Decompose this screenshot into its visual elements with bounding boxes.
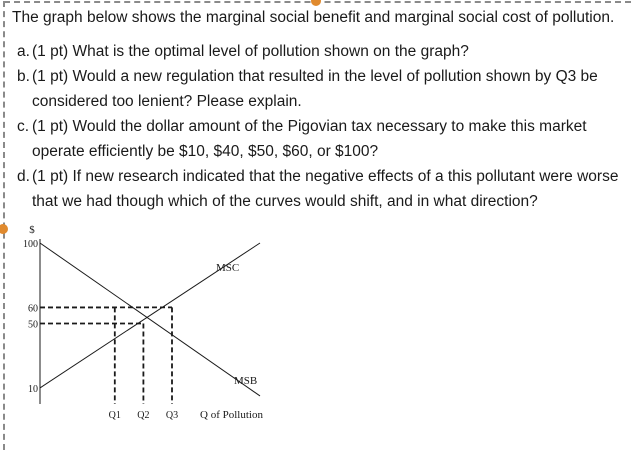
x-tick-label: Q3 bbox=[165, 410, 179, 421]
msb-label: MSB bbox=[234, 374, 258, 387]
msc-label: MSC bbox=[216, 262, 240, 274]
tick-labels bbox=[23, 239, 178, 421]
part-label: d. bbox=[17, 168, 30, 185]
pollution-chart bbox=[0, 220, 300, 435]
resize-handle-top[interactable] bbox=[311, 0, 321, 6]
curve-labels bbox=[216, 262, 257, 387]
y-tick-label: 60 bbox=[28, 303, 38, 315]
part-text: (1 pt) Would the dollar amount of the Pigovian tax necessary to make this market operate efficiently be $10, $40, $50, $60, or $100? bbox=[32, 118, 587, 160]
part-text: (1 pt) Would a new regulation that resulted in the level of pollution shown by Q3 be considered too lenient? Please explain. bbox=[32, 68, 598, 110]
y-tick-label: 50 bbox=[28, 319, 38, 331]
x-tick-label: Q1 bbox=[108, 410, 121, 421]
part-text: (1 pt) If new research indicated that the negative effects of a this pollutant were worse that we had though which of the curves would shift, and in what direction? bbox=[32, 168, 619, 210]
part-text: (1 pt) What is the optimal level of pollution shown on the graph? bbox=[32, 43, 469, 60]
y-tick-label: 10 bbox=[28, 383, 38, 395]
y-tick-label: 100 bbox=[23, 239, 38, 250]
part-label: a. bbox=[17, 43, 30, 60]
part-label: b. bbox=[17, 68, 30, 85]
guide-lines bbox=[40, 307, 172, 404]
x-tick-label: Q2 bbox=[137, 410, 150, 421]
part-label: c. bbox=[17, 118, 30, 135]
question-part-a bbox=[17, 39, 625, 64]
question-list bbox=[17, 39, 625, 214]
question-part-d bbox=[17, 164, 625, 214]
question-intro: The graph below shows the marginal social benefit and marginal social cost of pollution. bbox=[12, 9, 615, 26]
y-axis-unit-label: $ bbox=[29, 224, 35, 236]
x-axis-title: Q of Pollution bbox=[200, 409, 263, 421]
question-part-c bbox=[17, 114, 625, 164]
question-part-b bbox=[17, 64, 625, 114]
